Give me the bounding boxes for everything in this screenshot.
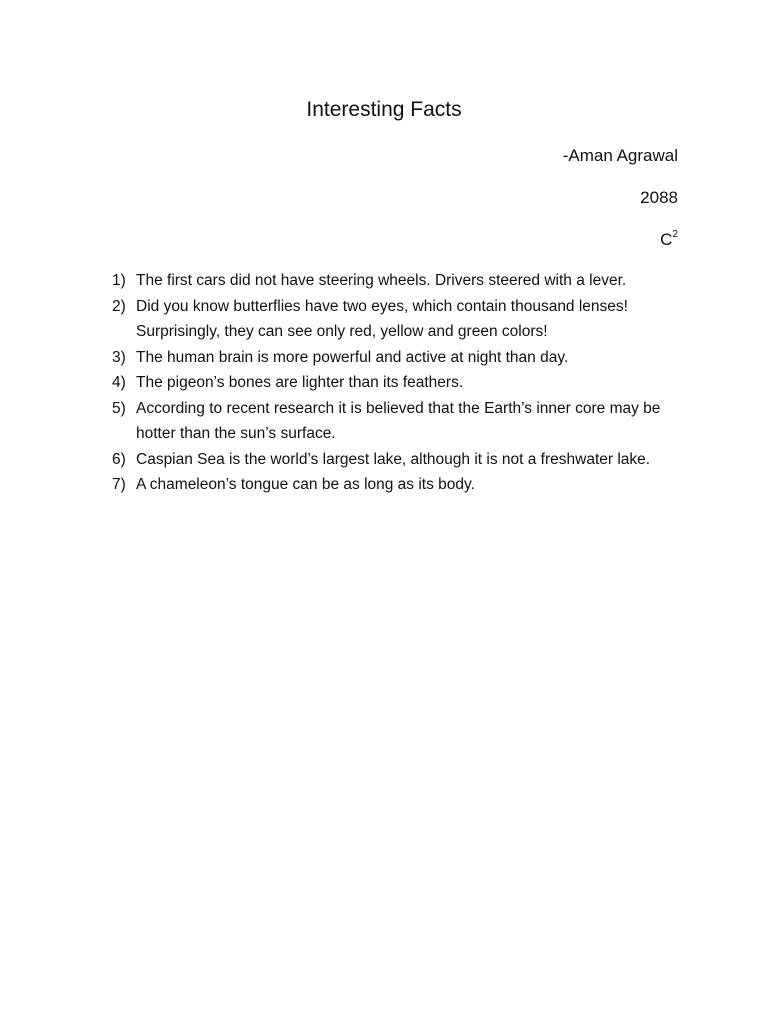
list-item-text: The pigeon’s bones are lighter than its feathers. (136, 374, 464, 391)
list-item-number: 2) (112, 297, 126, 315)
list-item-text: Did you know butterflies have two eyes, which contain thousand lenses! Surprisingly, they can see only red, yellow and green colors! (136, 297, 628, 340)
list-item (112, 294, 682, 345)
list-item (112, 268, 682, 294)
list-item-text: According to recent research it is believed that the Earth’s inner core may be hotter than the sun’s surface. (136, 399, 661, 442)
list-item-text: A chameleon’s tongue can be as long as its body. (136, 476, 475, 493)
list-item (112, 370, 682, 396)
list-item (112, 345, 682, 371)
class-letter: C (660, 230, 673, 249)
author-name: -Aman Agrawal (562, 146, 678, 165)
list-item-text: The human brain is more powerful and active at night than day. (136, 348, 569, 366)
class-superscript: 2 (672, 229, 678, 241)
list-item-text: The first cars did not have steering wheels. Drivers steered with a lever. (136, 272, 627, 289)
list-item-number: 6) (112, 450, 126, 468)
document-title: Interesting Facts (306, 98, 462, 121)
list-item (112, 396, 682, 447)
list-item-text: Caspian Sea is the world’s largest lake, although it is not a freshwater lake. (136, 450, 651, 468)
facts-list (112, 268, 682, 498)
list-item-number: 3) (112, 348, 126, 366)
list-item (112, 472, 682, 498)
year-text: 2088 (640, 188, 678, 207)
list-item (112, 447, 682, 473)
list-item-number: 7) (112, 476, 126, 493)
class-label (660, 229, 678, 251)
list-item-number: 5) (112, 399, 126, 417)
list-item-number: 1) (112, 272, 126, 289)
list-item-number: 4) (112, 374, 126, 391)
